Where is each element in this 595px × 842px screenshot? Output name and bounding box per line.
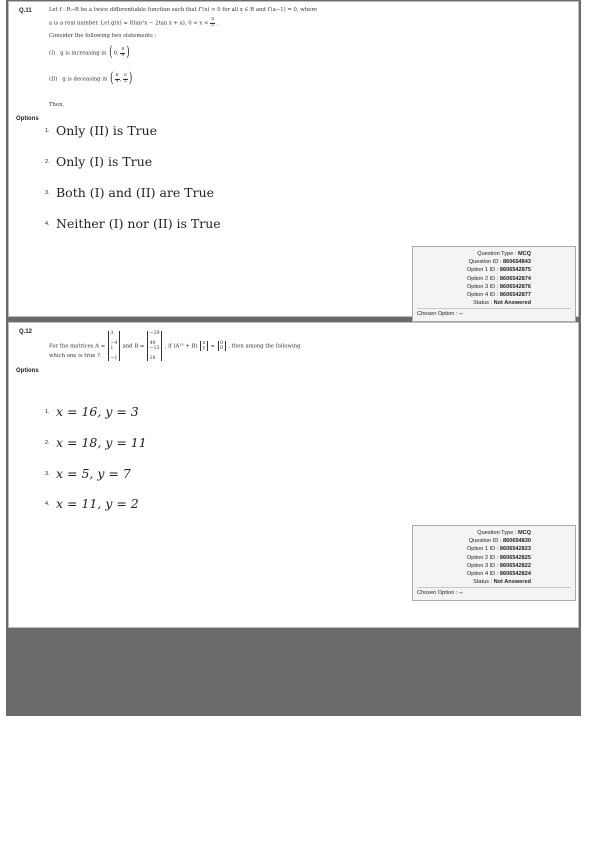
question-stem-line: Let f : R→R be a twice differentiable function such that f″(x) > 0 for all x ∈ R and f′(a−1) = 0, where xyxy=(49,7,318,13)
question-meta-box xyxy=(412,525,576,601)
option4-id-row xyxy=(417,291,571,299)
then-text: Then, xyxy=(49,102,65,108)
statement-label: (I) xyxy=(49,50,56,57)
option-id-value: 8606542876 xyxy=(499,283,531,290)
question-panel-q12 xyxy=(8,322,579,628)
option3-id-row xyxy=(417,562,571,570)
option-id-value: 8606542824 xyxy=(499,570,531,577)
meta-label: Chosen Option : xyxy=(417,590,458,597)
matrix-cell: 1 xyxy=(110,346,114,351)
question-id-row xyxy=(417,258,571,266)
paren-close: ) xyxy=(128,70,133,86)
paren-open: ( xyxy=(109,44,113,60)
meta-label: Question ID : xyxy=(468,538,502,545)
meta-label: Status : xyxy=(473,579,493,586)
question-id-value: 860654843 xyxy=(503,259,531,266)
question-meta-box xyxy=(412,246,576,322)
paren-close: ) xyxy=(126,44,130,60)
vector-zero xyxy=(218,341,226,351)
option-1[interactable] xyxy=(45,122,157,138)
question-id-row xyxy=(417,537,571,545)
matrix-cell: −13 xyxy=(149,346,160,351)
matrix-cell: −29 xyxy=(149,331,160,336)
chosen-option-row xyxy=(417,587,571,597)
option-id-value: 8606542823 xyxy=(499,546,531,553)
option-number: 2. xyxy=(45,158,50,165)
meta-label: Question ID : xyxy=(468,259,502,266)
fraction-denominator: 2 xyxy=(123,78,127,84)
status-row xyxy=(417,578,571,586)
meta-label: Option 2 ID : xyxy=(466,275,499,282)
option-4[interactable] xyxy=(45,215,221,231)
option-number: 3. xyxy=(45,470,50,477)
option-number: 4. xyxy=(45,220,50,227)
question-type-row xyxy=(417,250,571,258)
option-text: x = 16, y = 3 xyxy=(56,404,139,419)
matrix-cell: −4 xyxy=(110,341,118,346)
question-number: Q.12 xyxy=(19,329,33,335)
question-number: Q.11 xyxy=(19,8,32,14)
stem-text: a is a real number. Let g(x) = f(tan²x − 2tan x + a), 0 < x < xyxy=(49,20,209,27)
matrix-cell: 0 xyxy=(220,346,224,351)
question-type-row xyxy=(417,529,571,537)
fraction-numerator: π xyxy=(115,73,119,78)
option-number: 2. xyxy=(45,439,50,446)
fraction xyxy=(120,48,125,58)
stem-text: , then among the following xyxy=(228,343,301,350)
chosen-option-value: -- xyxy=(459,311,463,318)
fraction-numerator: π xyxy=(211,17,215,22)
question-stem-line xyxy=(49,18,219,28)
fraction xyxy=(210,18,215,28)
option-text: Only (I) is True xyxy=(56,154,153,169)
stem-text: and B = xyxy=(122,343,145,350)
matrix-cell: −1 xyxy=(110,356,118,361)
option-text: Neither (I) nor (II) is True xyxy=(56,216,221,231)
option-text: Both (I) and (II) are True xyxy=(56,185,215,200)
meta-label: Option 1 ID : xyxy=(466,546,499,553)
fraction xyxy=(123,74,128,84)
question-stem-line: which one is true ? xyxy=(49,353,100,359)
options-label: Options xyxy=(16,368,39,374)
status-value: Not Answered xyxy=(493,579,531,586)
stem-text: . xyxy=(216,20,219,27)
option-1[interactable] xyxy=(45,403,139,419)
statement-text: g is deceasing in xyxy=(62,76,108,83)
option-id-value: 8606542822 xyxy=(499,562,531,569)
option-id-value: 8606542875 xyxy=(499,267,531,274)
statement-text: g is increasing in xyxy=(60,50,107,57)
stem-text: , if (A¹⁵ + B) xyxy=(164,343,198,350)
statement-label: (II) xyxy=(49,76,58,83)
question-stem-line: Consider the following two statements : xyxy=(49,33,157,39)
matrix-cell: 49 xyxy=(149,341,156,346)
meta-label: Option 4 ID : xyxy=(466,570,499,577)
chosen-option-row xyxy=(417,308,571,318)
matrix-cell: y xyxy=(202,346,206,351)
fraction-denominator: 4 xyxy=(115,78,119,84)
option1-id-row xyxy=(417,266,571,274)
option-number: 3. xyxy=(45,189,50,196)
meta-label: Status : xyxy=(473,300,493,307)
option-number: 1. xyxy=(45,127,50,134)
interval-start: 0, xyxy=(113,50,119,57)
statement-1 xyxy=(49,44,131,60)
fraction-numerator: π xyxy=(121,47,125,52)
status-value: Not Answered xyxy=(493,300,531,307)
option-4[interactable] xyxy=(45,495,139,511)
option-number: 4. xyxy=(45,500,50,507)
option-number: 1. xyxy=(45,408,50,415)
option2-id-row xyxy=(417,275,571,283)
option3-id-row xyxy=(417,283,571,291)
fraction-numerator: π xyxy=(123,73,127,78)
matrix-cell: 0 xyxy=(220,341,224,346)
fraction-denominator: 2 xyxy=(211,22,215,28)
meta-label: Chosen Option : xyxy=(417,311,458,318)
matrix-cell: 18 xyxy=(149,356,156,361)
option4-id-row xyxy=(417,570,571,578)
question-type-value: MCQ xyxy=(517,251,531,257)
matrix-cell: x xyxy=(202,341,206,346)
status-row xyxy=(417,299,571,307)
statement-2 xyxy=(49,70,133,86)
meta-label: Question Type : xyxy=(477,251,517,257)
chosen-option-value: -- xyxy=(459,590,463,597)
option-id-value: 8606542874 xyxy=(499,275,531,282)
matrix-cell: 3 xyxy=(110,331,114,336)
meta-label: Option 2 ID : xyxy=(466,554,499,561)
option-text: x = 5, y = 7 xyxy=(56,466,131,481)
stem-text: = xyxy=(210,343,215,350)
options-label: Options xyxy=(16,116,39,122)
option-2[interactable] xyxy=(45,434,147,450)
question-id-value: 860654830 xyxy=(503,538,531,545)
paren-open: ( xyxy=(110,70,114,86)
vector-xy xyxy=(200,341,208,351)
meta-label: Option 3 ID : xyxy=(466,283,499,290)
meta-label: Option 1 ID : xyxy=(466,267,499,274)
option-3[interactable] xyxy=(45,184,214,200)
option-3[interactable] xyxy=(45,465,131,481)
matrix-b xyxy=(147,331,162,361)
option-text: x = 18, y = 11 xyxy=(56,435,147,450)
interval-comma: , xyxy=(119,76,122,83)
option-2[interactable] xyxy=(45,153,152,169)
question-type-value: MCQ xyxy=(517,530,531,536)
matrix-a xyxy=(108,331,120,361)
question-paper-frame xyxy=(6,0,581,716)
fraction-denominator: 4 xyxy=(121,52,125,58)
option-text: x = 11, y = 2 xyxy=(56,496,139,511)
option-id-value: 8606542877 xyxy=(499,291,531,298)
stem-text: For the matrices A = xyxy=(49,343,106,350)
question-panel-q11 xyxy=(8,1,579,317)
meta-label: Option 4 ID : xyxy=(466,291,499,298)
meta-label: Option 3 ID : xyxy=(466,562,499,569)
option2-id-row xyxy=(417,554,571,562)
option1-id-row xyxy=(417,545,571,553)
option-id-value: 8606542825 xyxy=(499,554,531,561)
option-text: Only (II) is True xyxy=(56,123,158,138)
meta-label: Question Type : xyxy=(477,530,517,536)
